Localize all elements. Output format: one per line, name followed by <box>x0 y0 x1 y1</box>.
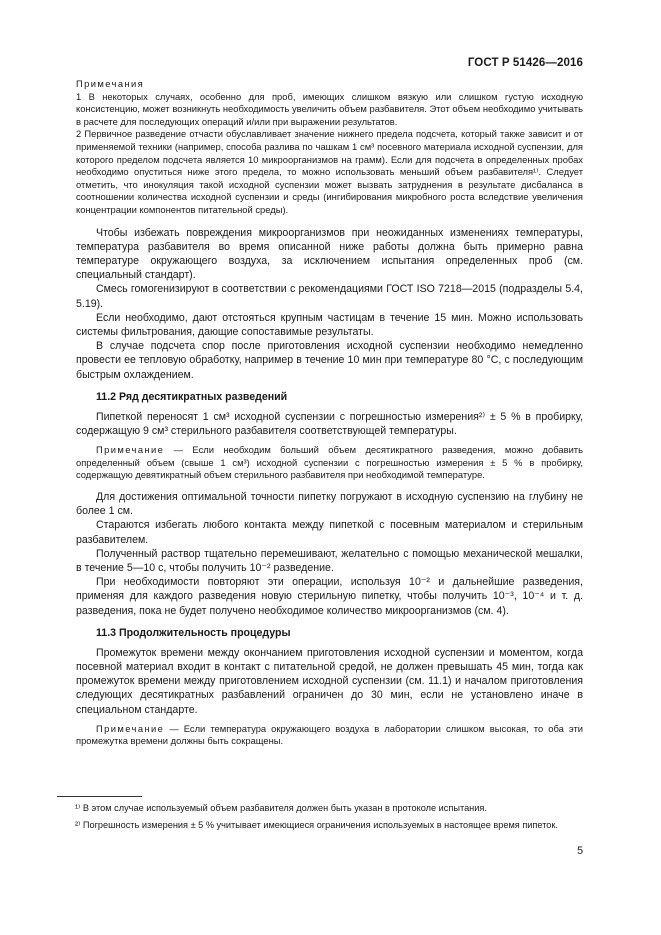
note-label: Примечание <box>96 722 165 734</box>
footnotes <box>57 802 583 835</box>
note-item-1: 1 В некоторых случаях, особенно для проб, имеющих слишком вязкую или слишком густую исходную консистенцию, может возникнуть необходимость увеличить объем разбавителя. Этот объем необходимо учитывать в расчете для последующих операций и/или при выражении результатов. <box>76 90 583 127</box>
note-label: Примечание <box>96 444 165 456</box>
paragraph: Стараются избегать любого контакта между пипеткой с посевным материалом и стерильным разбавителем. <box>76 519 583 546</box>
note-11-2 <box>76 444 583 482</box>
note-text: — Если необходим больший объем десятикратного разведения, можно добавить определенный объем (свыше 1 см³) исходной суспензии с погрешностью измерения ± 5 % в пробирку, содержащую девятикратный объем стерильного разбавителя при необходимой температуре. <box>76 444 583 481</box>
paragraph: Смесь гомогенизируют в соответствии с рекомендациями ГОСТ ISO 7218—2015 (подразделы 5.4, 5.19). <box>76 283 583 310</box>
page-number: 5 <box>577 845 583 857</box>
section-heading-11-3: 11.3 Продолжительность процедуры <box>96 626 291 639</box>
standard-header: ГОСТ Р 51426—2016 <box>467 57 583 69</box>
paragraph: Полученный раствор тщательно перемешивают, желательно с помощью механической мешалки, в течение 5—10 с, чтобы получить 10⁻² разведение. <box>76 547 583 574</box>
notes-title: Примечания <box>76 78 145 89</box>
paragraph: Пипеткой переносят 1 см³ исходной суспензии с погрешностью измерения²⁾ ± 5 % в пробирку, содержащую 9 см³ стерильного разбавителя соответствующей температуры. <box>76 410 583 437</box>
note-text: — Если температура окружающего воздуха в лаборатории слишком высокая, то оба эти промежутка времени должны быть сокращены. <box>76 722 583 747</box>
document-body <box>76 78 583 748</box>
section-heading-11-2: 11.2 Ряд десятикратных разведений <box>96 390 288 403</box>
note-11-3 <box>76 723 583 748</box>
footnote-1: ¹⁾ В этом случае используемый объем разбавителя должен быть указан в протоколе испытания. <box>75 803 487 813</box>
footnote-2: ²⁾ Погрешность измерения ± 5 % учитывает имеющиеся ограничения используемых в настоящее время пипеток. <box>75 819 558 830</box>
paragraph: Чтобы избежать повреждения микроорганизмов при неожиданных изменениях температуры, температура разбавителя во время описанной ниже работы должна быть примерно равна температуре окружающего воздуха, за исключением испытания определенных проб (см. специальный стандарт). <box>76 226 583 282</box>
note-item-2: 2 Первичное разведение отчасти обуславливает значение нижнего предела подсчета, который также зависит и от применяемой техники (например, способа разлива по чашкам 1 см³ посевного материала исходной суспензии, для которого пределом подсчета является 10 микроорганизмов на грамм). Если для подсчета в определенных пробах необходимо опуститься ниже этого предела, то можно использовать меньший объем разбавителя¹⁾. Следует отметить, что инокуляция такой исходной суспензии может вызвать затруднения в результате дисбаланса в соотношении количества исходной суспензии и среды (ингибирования микробного роста вследствие увеличения концентрации компонентов питательной среды). <box>76 128 583 215</box>
paragraph: Для достижения оптимальной точности пипетку погружают в исходную суспензию на глубину не более 1 см. <box>76 490 583 518</box>
paragraph: Промежуток времени между окончанием приготовления исходной суспензии и моментом, когда посевной материал входит в контакт с питательной средой, не должен превышать 45 мин, тогда как промежуток времени между приготовлением исходной суспензии (см. 11.1) и началом приготовления следующих десятикратных разбавлений ограничен до 30 мин, если не установлено иначе в специальном стандарте. <box>76 646 583 716</box>
footnote-divider <box>57 796 142 797</box>
paragraph: При необходимости повторяют эти операции, используя 10⁻² и дальнейшие разведения, применяя для каждого разведения новую стерильную пипетку, чтобы получить 10⁻³, 10⁻⁴ и т. д. разведения, пока не будет получено необходимое количество микроорганизмов (см. 4). <box>76 576 583 617</box>
paragraph: Если необходимо, дают отстояться крупным частицам в течение 15 мин. Можно использовать системы фильтрования, дающие сопоставимые результаты. <box>76 311 583 338</box>
notes-block-1 <box>76 78 583 217</box>
paragraph: В случае подсчета спор после приготовления исходной суспензии необходимо немедленно провести ее тепловую обработку, например в течение 10 мин при температуре 80 °С, с последующим быстрым охлаждением. <box>76 340 583 381</box>
